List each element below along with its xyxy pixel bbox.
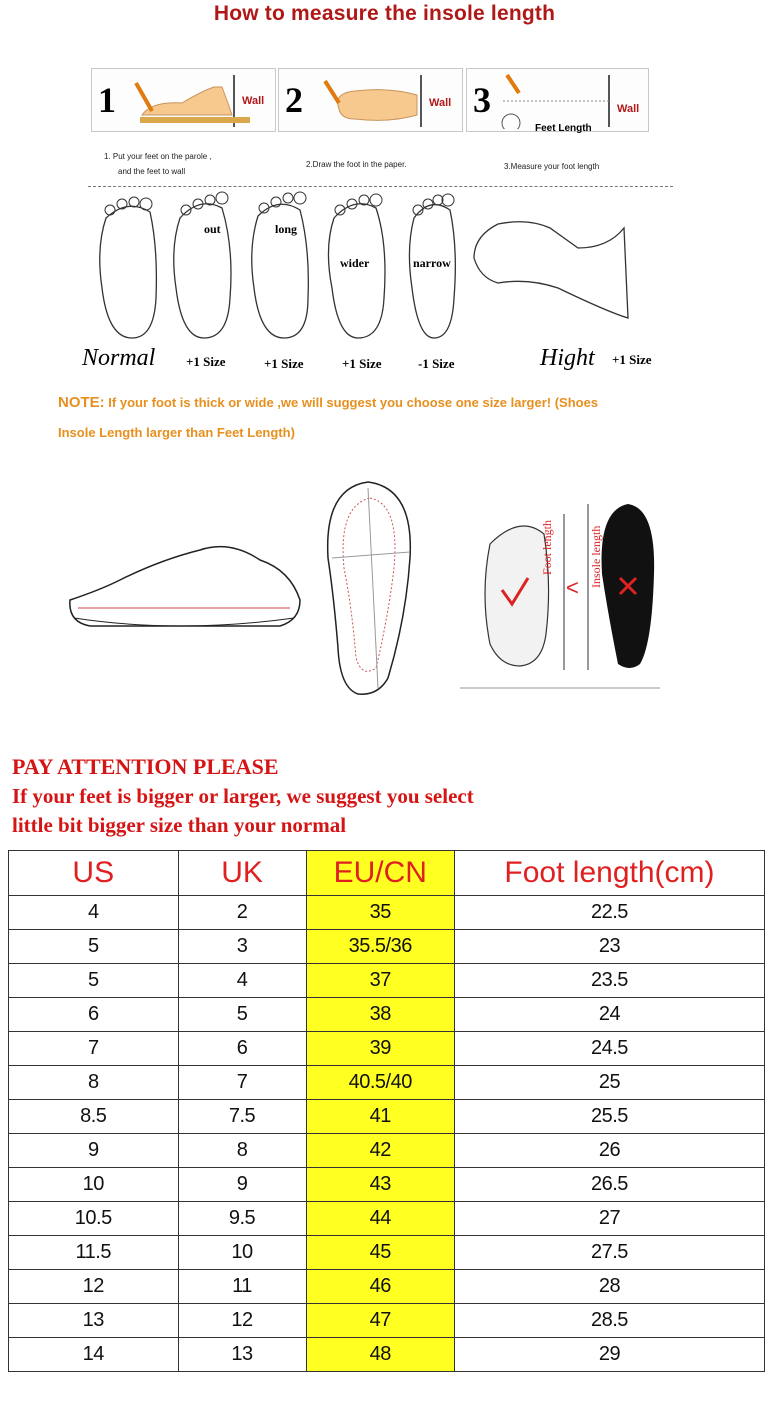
- foot-length-label: Foot length: [540, 519, 554, 575]
- step-1-caption-2: and the feet to wall: [118, 167, 186, 176]
- wall-label: Wall: [617, 103, 640, 115]
- step-2-panel: [278, 68, 463, 132]
- cell-foot-length: 25: [454, 1066, 764, 1100]
- cell-uk: 9: [178, 1168, 306, 1202]
- cell-us: 14: [9, 1338, 179, 1372]
- cell-foot-length: 26: [454, 1134, 764, 1168]
- cell-us: 5: [9, 964, 179, 998]
- cell-us: 10: [9, 1168, 179, 1202]
- wall-label: Wall: [242, 95, 265, 107]
- attention-heading: PAY ATTENTION PLEASE: [12, 754, 279, 779]
- cell-foot-length: 22.5: [454, 896, 764, 930]
- cell-eu-cn: 48: [306, 1338, 454, 1372]
- cell-eu-cn: 46: [306, 1270, 454, 1304]
- cell-uk: 3: [178, 930, 306, 964]
- step-2-caption: 2.Draw the foot in the paper.: [306, 160, 407, 169]
- step-number: 2: [285, 80, 303, 120]
- foot-size-narrow: -1 Size: [418, 356, 455, 371]
- foot-type-hight: Hight: [540, 345, 595, 371]
- cell-uk: 6: [178, 1032, 306, 1066]
- table-row: [9, 896, 765, 930]
- table-row: [9, 964, 765, 998]
- cell-uk: 7: [178, 1066, 306, 1100]
- note-line-2: Insole Length larger than Feet Length): [58, 425, 295, 440]
- cell-foot-length: 27: [454, 1202, 764, 1236]
- foot-size-hight: +1 Size: [612, 352, 652, 367]
- step-number: 1: [98, 80, 116, 120]
- cell-uk: 12: [178, 1304, 306, 1338]
- cell-us: 7: [9, 1032, 179, 1066]
- cell-uk: 8: [178, 1134, 306, 1168]
- step-3-caption: 3.Measure your foot length: [504, 162, 600, 171]
- table-row: [9, 1168, 765, 1202]
- divider: [88, 186, 673, 187]
- attention-line-1: If your feet is bigger or larger, we suggest you select: [12, 784, 474, 808]
- note-prefix: NOTE:: [58, 394, 105, 411]
- step-3-panel: [466, 68, 649, 132]
- compare-symbol: <: [566, 575, 579, 600]
- ruler-icon: [497, 73, 647, 129]
- header-foot-length: Foot length(cm): [454, 851, 764, 896]
- table-row: [9, 1202, 765, 1236]
- cell-eu-cn: 35.5/36: [306, 930, 454, 964]
- table-row: [9, 1304, 765, 1338]
- cell-us: 12: [9, 1270, 179, 1304]
- cell-eu-cn: 39: [306, 1032, 454, 1066]
- cell-uk: 2: [178, 896, 306, 930]
- foot-size-out: +1 Size: [186, 354, 226, 369]
- cell-eu-cn: 42: [306, 1134, 454, 1168]
- feet-length-label: Feet Length: [535, 123, 592, 134]
- cell-us: 11.5: [9, 1236, 179, 1270]
- size-chart-table: [8, 850, 765, 1372]
- cell-us: 8: [9, 1066, 179, 1100]
- cell-uk: 5: [178, 998, 306, 1032]
- foot-label-long: long: [275, 222, 298, 236]
- foot-size-wider: +1 Size: [342, 356, 382, 371]
- cell-eu-cn: 44: [306, 1202, 454, 1236]
- table-row: [9, 998, 765, 1032]
- cell-foot-length: 28: [454, 1270, 764, 1304]
- note-text: [58, 388, 738, 448]
- insole-illustration: [318, 478, 418, 700]
- foot-size-normal: Normal: [82, 345, 156, 371]
- header-us: US: [9, 851, 179, 896]
- cell-us: 13: [9, 1304, 179, 1338]
- cell-eu-cn: 45: [306, 1236, 454, 1270]
- cell-uk: 4: [178, 964, 306, 998]
- table-row: [9, 1236, 765, 1270]
- cell-foot-length: 23: [454, 930, 764, 964]
- table-row: [9, 1134, 765, 1168]
- foot-size-long: +1 Size: [264, 356, 304, 371]
- cell-foot-length: 27.5: [454, 1236, 764, 1270]
- cell-eu-cn: 41: [306, 1100, 454, 1134]
- cell-us: 4: [9, 896, 179, 930]
- cell-us: 5: [9, 930, 179, 964]
- step-1-panel: [91, 68, 276, 132]
- cell-us: 6: [9, 998, 179, 1032]
- table-row: [9, 1066, 765, 1100]
- note-line-1: If your foot is thick or wide ,we will suggest you choose one size larger! (Shoes: [108, 395, 599, 410]
- cell-eu-cn: 43: [306, 1168, 454, 1202]
- step-number: 3: [473, 80, 491, 120]
- cell-foot-length: 25.5: [454, 1100, 764, 1134]
- foot-label-wider: wider: [340, 256, 370, 270]
- cell-foot-length: 29: [454, 1338, 764, 1372]
- foot-vs-insole-illustration: [460, 494, 660, 690]
- insole-length-label: Insole length: [589, 525, 603, 588]
- cell-eu-cn: 40.5/40: [306, 1066, 454, 1100]
- wall-label: Wall: [429, 97, 452, 109]
- cell-eu-cn: 47: [306, 1304, 454, 1338]
- cell-eu-cn: 38: [306, 998, 454, 1032]
- table-row: [9, 1100, 765, 1134]
- cell-eu-cn: 35: [306, 896, 454, 930]
- header-eu-cn: EU/CN: [306, 851, 454, 896]
- shoe-illustration: [60, 530, 310, 640]
- cell-foot-length: 24.5: [454, 1032, 764, 1066]
- cell-uk: 9.5: [178, 1202, 306, 1236]
- page-title: How to measure the insole length: [213, 2, 556, 25]
- cell-us: 8.5: [9, 1100, 179, 1134]
- table-row: [9, 1338, 765, 1372]
- cell-foot-length: 26.5: [454, 1168, 764, 1202]
- cell-foot-length: 24: [454, 998, 764, 1032]
- foot-label-narrow: narrow: [413, 256, 451, 270]
- table-row: [9, 1270, 765, 1304]
- table-header-row: [9, 851, 765, 896]
- cell-us: 9: [9, 1134, 179, 1168]
- foot-label-out: out: [204, 222, 221, 236]
- header-uk: UK: [178, 851, 306, 896]
- attention-line-2: little bit bigger size than your normal: [12, 813, 347, 837]
- step-1-caption: 1. Put your feet on the parole ,: [104, 152, 212, 161]
- cell-uk: 13: [178, 1338, 306, 1372]
- foot-types-illustration: [88, 188, 678, 346]
- cell-eu-cn: 37: [306, 964, 454, 998]
- cell-uk: 11: [178, 1270, 306, 1304]
- cell-us: 10.5: [9, 1202, 179, 1236]
- table-row: [9, 1032, 765, 1066]
- cell-foot-length: 28.5: [454, 1304, 764, 1338]
- cell-uk: 7.5: [178, 1100, 306, 1134]
- cell-uk: 10: [178, 1236, 306, 1270]
- cell-foot-length: 23.5: [454, 964, 764, 998]
- table-row: [9, 930, 765, 964]
